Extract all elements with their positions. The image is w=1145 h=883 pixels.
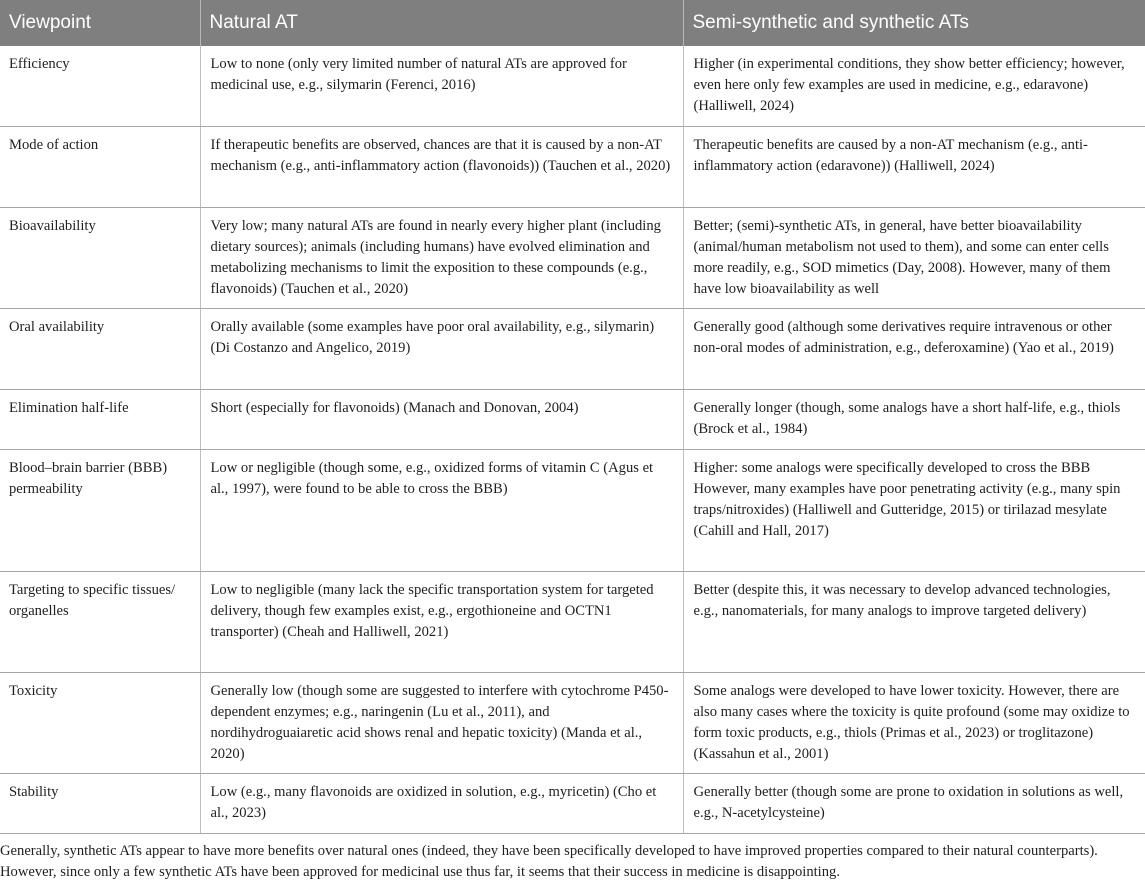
natural-cell: Low (e.g., many flavonoids are oxidized in solution, e.g., myricetin) (Cho et al., 2023) <box>200 774 683 834</box>
table-row <box>0 309 1145 390</box>
table-row <box>0 450 1145 572</box>
viewpoint-cell: Bioavailability <box>0 208 200 309</box>
synthetic-cell: Generally longer (though, some analogs have a short half-life, e.g., thiols (Brock et al., 1984) <box>683 390 1145 450</box>
viewpoint-cell: Efficiency <box>0 46 200 127</box>
viewpoint-cell: Mode of action <box>0 127 200 208</box>
viewpoint-cell: Elimination half-life <box>0 390 200 450</box>
synthetic-cell: Generally better (though some are prone to oxidation in solutions as well, e.g., N-acetylcysteine) <box>683 774 1145 834</box>
synthetic-cell: Better (despite this, it was necessary to develop advanced technologies, e.g., nanomaterials, for many analogs to improve targeted delivery) <box>683 572 1145 673</box>
table-row <box>0 774 1145 834</box>
table-row <box>0 208 1145 309</box>
synthetic-cell: Better; (semi)-synthetic ATs, in general, have better bioavailability (animal/human metabolism not used to them), and some can enter cells more readily, e.g., SOD mimetics (Day, 2008). However, many of them have low bioavailability as well <box>683 208 1145 309</box>
header-natural-at: Natural AT <box>200 0 683 46</box>
synthetic-cell: Higher: some analogs were specifically developed to cross the BBB However, many examples have poor penetrating activity (e.g., many spin traps/nitroxides) (Halliwell and Gutteridge, 2015) or tirilazad mesylate (Cahill and Hall, 2017) <box>683 450 1145 572</box>
header-synthetic-ats: Semi-synthetic and synthetic ATs <box>683 0 1145 46</box>
natural-cell: Low or negligible (though some, e.g., oxidized forms of vitamin C (Agus et al., 1997), were found to be able to cross the BBB) <box>200 450 683 572</box>
table-row <box>0 390 1145 450</box>
table-header-row <box>0 0 1145 46</box>
natural-cell: Low to none (only very limited number of natural ATs are approved for medicinal use, e.g., silymarin (Ferenci, 2016) <box>200 46 683 127</box>
synthetic-cell: Therapeutic benefits are caused by a non-AT mechanism (e.g., anti-inflammatory action (edaravone)) (Halliwell, 2024) <box>683 127 1145 208</box>
synthetic-cell: Generally good (although some derivatives require intravenous or other non-oral modes of administration, e.g., deferoxamine) (Yao et al., 2019) <box>683 309 1145 390</box>
header-viewpoint: Viewpoint <box>0 0 200 46</box>
viewpoint-cell: Toxicity <box>0 673 200 774</box>
natural-cell: Generally low (though some are suggested to interfere with cytochrome P450-dependent enzymes; e.g., naringenin (Lu et al., 2011), and nordihydroguaiaretic acid shows renal and hepatic toxicity) (Manda et al., 2020) <box>200 673 683 774</box>
natural-cell: If therapeutic benefits are observed, chances are that it is caused by a non-AT mechanism (e.g., anti-inflammatory action (flavonoids)) (Tauchen et al., 2020) <box>200 127 683 208</box>
natural-cell: Low to negligible (many lack the specific transportation system for targeted delivery, though few examples exist, e.g., ergothioneine and OCTN1 transporter) (Cheah and Halliwell, 2021) <box>200 572 683 673</box>
viewpoint-cell: Blood–brain barrier (BBB) permeability <box>0 450 200 572</box>
natural-cell: Short (especially for flavonoids) (Manach and Donovan, 2004) <box>200 390 683 450</box>
viewpoint-cell: Oral availability <box>0 309 200 390</box>
natural-cell: Orally available (some examples have poor oral availability, e.g., silymarin) (Di Costanzo and Angelico, 2019) <box>200 309 683 390</box>
table-row <box>0 127 1145 208</box>
natural-cell: Very low; many natural ATs are found in nearly every higher plant (including dietary sources); animals (including humans) have evolved elimination and metabolizing mechanisms to limit the exposition to these compounds (e.g., flavonoids) (Tauchen et al., 2020) <box>200 208 683 309</box>
synthetic-cell: Higher (in experimental conditions, they show better efficiency; however, even here only few examples are used in medicine, e.g., edaravone) (Halliwell, 2024) <box>683 46 1145 127</box>
synthetic-cell: Some analogs were developed to have lower toxicity. However, there are also many cases where the toxicity is quite profound (some may oxidize to form toxic products, e.g., thiols (Primas et al., 2023) or troglitazone) (Kassahun et al., 2001) <box>683 673 1145 774</box>
table-row <box>0 673 1145 774</box>
table-row <box>0 572 1145 673</box>
table-footnote: Generally, synthetic ATs appear to have more benefits over natural ones (indeed, they have been specifically developed to have improved properties compared to their natural counterparts). However, since only a few synthetic ATs have been approved for medicinal use thus far, it seems that their success in medicine is disappointing. <box>0 843 1098 880</box>
table-row <box>0 46 1145 127</box>
viewpoint-cell: Targeting to specific tissues/ organelles <box>0 572 200 673</box>
viewpoint-cell: Stability <box>0 774 200 834</box>
